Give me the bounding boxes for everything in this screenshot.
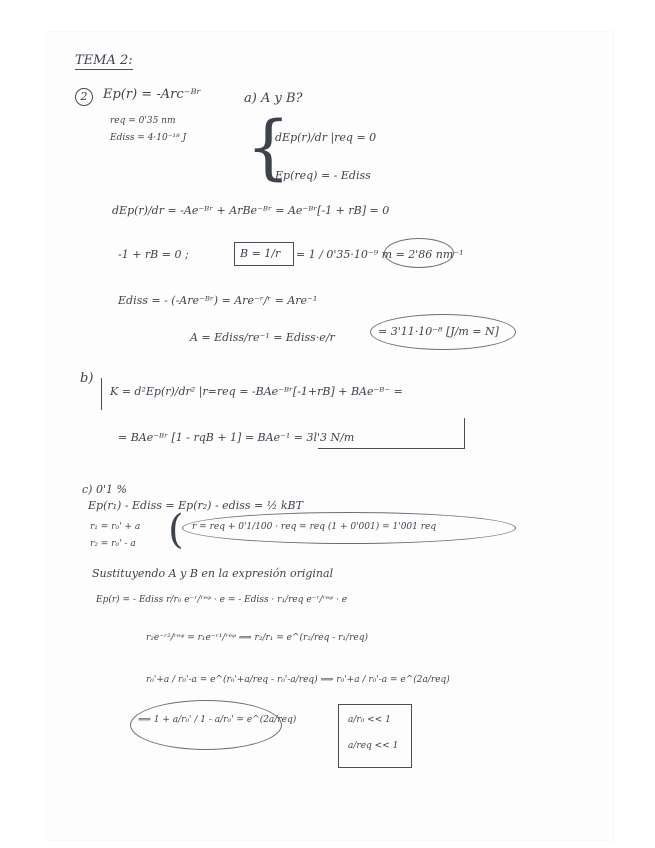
req-value: req = 0'35 nm: [110, 116, 176, 126]
substitution-note: Sustituyendo A y B en la expresión original: [92, 567, 334, 580]
a-result: = 3'11·10⁻⁸ [J/m = N]: [378, 325, 499, 338]
approximation-box: [338, 704, 412, 768]
approximation-1: a/r₀ << 1: [348, 715, 391, 725]
system-brace: {: [246, 106, 291, 188]
b-value: = 1 / 0'35·10⁻⁹ m = 2'86 nm⁻¹: [296, 248, 464, 261]
k-result: = BAe⁻ᴮʳ [1 - rqB + 1] = BAe⁻¹ = 3l'3 N/m: [118, 431, 355, 444]
ediss-line: Ediss = - (-Are⁻ᴮʳ) = Are⁻ʳ/ʳ = Are⁻¹: [118, 294, 318, 307]
ediss-value: Ediss = 4·10⁻¹⁸ J: [110, 133, 187, 143]
energy-equality: Ep(r₁) - Ediss = Ep(r₂) - ediss = ½ kBT: [88, 499, 303, 512]
problem-number: 2: [75, 88, 93, 106]
page-title: TEMA 2:: [75, 54, 133, 70]
approximation-2: a/req << 1: [348, 741, 399, 751]
final-ratio: ⟹ 1 + a/r₀' / 1 - a/r₀' = e^(2a/req): [138, 715, 297, 725]
b-equation-left: -1 + rB = 0 ;: [118, 248, 189, 261]
exponential-equality: r₂e⁻ʳ²/ʳᵉᵠ = r₁e⁻ʳ¹/ʳᵉᵠ ⟹ r₂/r₁ = e^(r₂/req - r₁/req): [146, 633, 368, 643]
k-formula: K = d²Ep(r)/dr² |r=req = -BAe⁻ᴮʳ[-1+rB] + BAe⁻ᴮ⁻ =: [110, 385, 403, 398]
ep-substituted: Ep(r) = - Ediss r/r₀ e⁻ʳ/ʳᵉᵠ · e = - Ediss · r₁/req e⁻ʳ/ʳᵉᵠ · e: [96, 595, 348, 605]
b-boxed-formula: B = 1/r: [240, 247, 281, 260]
potential-formula: Ep(r) = -Arc⁻ᴮʳ: [103, 87, 201, 102]
r1-definition: r₁ = r₀' + a: [90, 522, 141, 532]
r-expression: r = req + 0'1/100 · req = req (1 + 0'001) = 1'001 req: [192, 522, 437, 532]
system-equation-2: Ep(req) = - Ediss: [275, 169, 371, 182]
derivative-line: dEp(r)/dr = -Ae⁻ᴮʳ + ArBe⁻ᴮʳ = Ae⁻ᴮʳ[-1 + rB] = 0: [112, 204, 390, 217]
part-c-label: c) 0'1 %: [82, 483, 127, 496]
a-formula: A = Ediss/re⁻¹ = Ediss·e/r: [190, 331, 335, 344]
part-a-question: a) A y B?: [244, 91, 303, 106]
r2-definition: r₂ = r₀' - a: [90, 539, 136, 549]
part-b-label: b): [80, 371, 94, 386]
system-equation-1: dEp(r)/dr |req = 0: [275, 131, 377, 144]
r-brace: (: [168, 507, 184, 553]
ratio-equation: r₀'+a / r₀'-a = e^(r₀'+a/req - r₀'-a/req) ⟹ r₀'+a / r₀'-a = e^(2a/req): [146, 675, 450, 685]
